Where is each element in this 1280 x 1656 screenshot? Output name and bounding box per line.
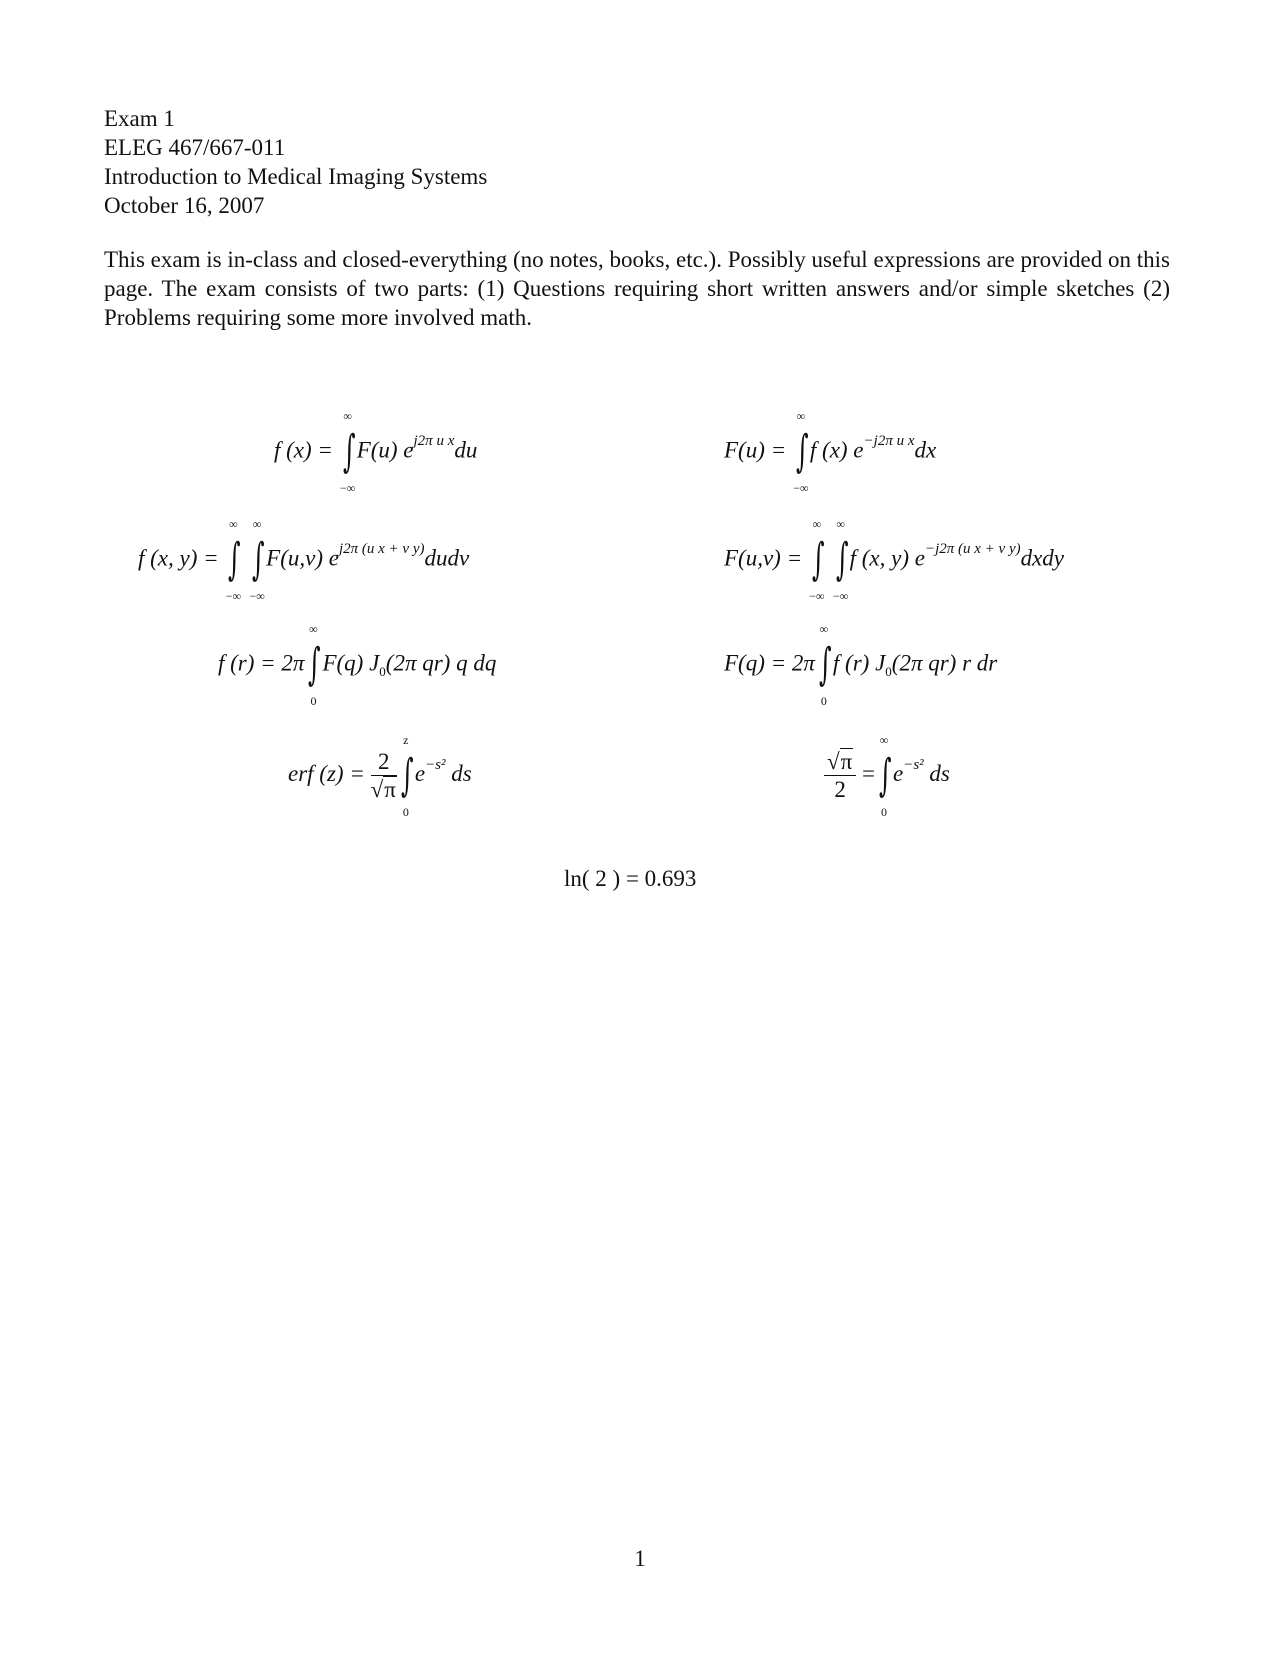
integral-sign-inner: ∞ ∫ −∞ [249,517,265,603]
eq6-lower-limit: 0 [820,694,827,708]
eq1-lhs: f (x) = [274,437,333,463]
eq5-subscript: 0 [379,663,386,679]
integral-sign: z ∫ 0 [400,732,414,819]
eq5-upper-limit: ∞ [309,622,318,636]
eq7-radicand: π [384,777,396,802]
exam-instructions [104,245,1170,332]
eq1-tail: du [454,437,478,463]
eq2-tail: dx [914,437,937,463]
eq4-upper-limit-outer: ∞ [812,517,822,531]
equation-fourier-2d [724,517,1065,603]
equation-hankel [724,622,998,708]
eq8-numerator: √π [824,750,856,776]
eq2-exponent: −j2π u x [863,433,915,450]
eq6-upper-limit: ∞ [819,622,829,636]
eq7-denominator: √π [370,777,396,802]
eq8-body: e [892,760,904,786]
eq1-upper-limit: ∞ [343,409,352,423]
eq2-upper-limit: ∞ [796,409,806,423]
eq5-body: F(q) J [322,650,380,676]
eq4-lower-limit-inner: −∞ [832,589,849,603]
eq3-tail: dudv [424,545,470,571]
course-title: Introduction to Medical Imaging Systems [104,164,488,189]
eq8-tail: ds [929,760,950,786]
exam-header [104,104,487,220]
eq7-tail: ds [451,760,472,786]
equation-erf [288,732,472,819]
ln2-value: ln( 2 ) = 0.693 [564,866,697,891]
eq7-lhs: erf (z) = [288,760,365,786]
course-code: ELEG 467/667-011 [104,135,286,160]
eq2-lower-limit: −∞ [793,481,809,495]
eq3-lhs: f (x, y) = [138,545,219,571]
equation-inverse-fourier-2d [138,517,470,603]
eq6-lhs: F(q) = 2π [724,650,815,676]
eq7-numerator: 2 [371,750,397,776]
page-number: 1 [634,1546,646,1571]
equation-inverse-fourier-1d [274,409,478,495]
eq4-lower-limit-outer: −∞ [809,589,825,603]
integral-sign-outer: ∞ ∫ −∞ [225,517,242,603]
eq8-lower-limit: 0 [880,804,887,819]
eq4-tail: dxdy [1020,545,1065,571]
eq3-lower-limit-inner: −∞ [249,589,265,603]
eq5-lhs: f (r) = 2π [218,650,305,676]
integral-sign: ∞ ∫ −∞ [340,409,356,495]
eq2-body: f (x) e [809,437,864,463]
eq6-tail: (2π qr) r dr [891,650,998,676]
eq3-lower-limit-outer: −∞ [225,589,242,603]
eq7-exponent: −s² [425,756,446,773]
eq6-body: f (r) J [832,650,886,676]
eq4-upper-limit-inner: ∞ [836,517,845,531]
exam-title: Exam 1 [104,106,175,131]
equation-fourier-1d [724,409,937,495]
integral-sign: ∞ ∫ 0 [879,732,892,819]
exam-date: October 16, 2007 [104,193,265,218]
eq2-lhs: F(u) = [724,437,787,463]
eq1-exponent: j2π u x [413,433,455,450]
eq7-lower-limit: 0 [402,804,409,819]
eq8-denominator: 2 [834,777,846,802]
eq3-upper-limit-outer: ∞ [229,517,238,531]
eq5-tail: (2π qr) q dq [385,650,497,676]
eq8-exponent: −s² [903,756,924,773]
equation-gaussian-integral [824,732,950,819]
equation-inverse-hankel [218,622,497,708]
eq6-subscript: 0 [885,663,892,679]
integral-sign-outer: ∞ ∫ −∞ [809,517,825,603]
eq3-upper-limit-inner: ∞ [252,517,262,531]
eq7-fraction [371,750,397,801]
eq1-lower-limit: −∞ [340,481,356,495]
integral-sign: ∞ ∫ 0 [308,622,322,708]
eq5-lower-limit: 0 [310,694,317,708]
eq8-radicand: π [840,749,853,774]
integral-sign: ∞ ∫ 0 [818,622,832,708]
integral-sign: ∞ ∫ −∞ [793,409,809,495]
eq3-body: F(u,v) e [266,545,339,571]
instructions-text: This exam is in-class and closed-everything (no notes, books, etc.). Possibly useful expressions are provided on this page. The exam consists of two parts: (1) Questions requiring short written answers and/or simple sketches (2) Problems requiring some more involved math. [104,247,1170,330]
eq7-upper-limit: z [403,732,409,747]
eq1-body: F(u) e [356,437,414,463]
eq4-exponent: −j2π (u x + v y) [924,541,1021,558]
eq8-upper-limit: ∞ [879,732,889,747]
eq7-body: e [414,760,426,786]
eq4-lhs: F(u,v) = [724,545,803,571]
eq8-fraction [824,750,856,801]
eq3-exponent: j2π (u x + v y) [338,541,425,558]
integral-sign-inner: ∞ ∫ −∞ [832,517,849,603]
eq8-equals: = [862,760,875,786]
eq4-body: f (x, y) e [849,545,925,571]
